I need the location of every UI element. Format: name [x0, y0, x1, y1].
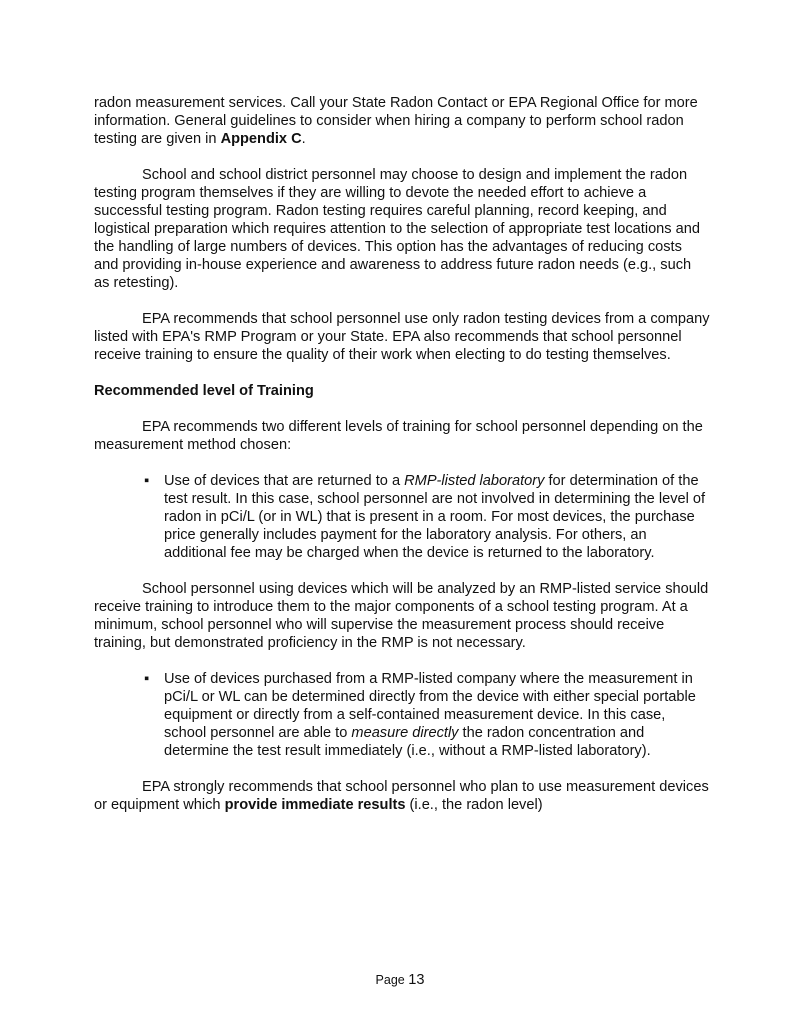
- paragraph-emphasis: provide immediate results: [224, 797, 406, 813]
- paragraph-text: EPA strongly recommends that school personnel who plan to use measurement devices or equipment which: [94, 779, 709, 813]
- list-item: [94, 670, 710, 760]
- appendix-c-reference: Appendix C: [220, 131, 302, 147]
- list-item: [94, 472, 710, 562]
- paragraph-appendix-reference: [94, 94, 710, 148]
- section-heading: Recommended level of Training: [94, 383, 314, 399]
- paragraph-text: radon measurement services. Call your State Radon Contact or EPA Regional Office for more information. General guidelines to consider when hiring a company to perform school radon testing are given in: [94, 95, 698, 147]
- page-footer: [0, 972, 800, 988]
- paragraph-text: (i.e., the radon level): [405, 797, 543, 813]
- list-item-emphasis: measure directly: [351, 725, 459, 741]
- page-number: 13: [408, 972, 425, 988]
- paragraph-immediate-results: [94, 778, 710, 814]
- list-item-text: Use of devices that are returned to a: [164, 473, 405, 489]
- list-item-text: the radon concentration and determine the test result immediately (i.e., without a RMP-listed laboratory).: [164, 725, 651, 759]
- paragraph-rmp-recommendation: EPA recommends that school personnel use only radon testing devices from a company listed with EPA's RMP Program or your State. EPA also recommends that school personnel receive training to ensure the quality of their work when electing to do testing themselves.: [94, 311, 710, 363]
- page-body: [94, 94, 710, 832]
- paragraph-rmp-service-training: School personnel using devices which will be analyzed by an RMP-listed service should receive training to introduce them to the major components of a school testing program. At a minimum, school personnel who will supervise the measurement process should receive training, but demonstrated proficiency in the RMP is not necessary.: [94, 581, 709, 651]
- paragraph-training-levels: EPA recommends two different levels of training for school personnel depending on the measurement method chosen:: [94, 419, 703, 453]
- list-item-text: for determination of the test result. In this case, school personnel are not involved in determining the level of radon in pCi/L (or in WL) that is present in a room. For most devices, the purchase price generally includes payment for the laboratory analysis. For others, an additional fee may be charged when the device is returned to the laboratory.: [164, 473, 706, 561]
- bullet-icon: ▪: [144, 671, 150, 687]
- bullet-icon: ▪: [144, 473, 150, 489]
- bullet-list-laboratory: [94, 472, 710, 562]
- list-item-text: Use of devices purchased from a RMP-listed company where the measurement in pCi/L or WL can be determined directly from the device with either special portable equipment or directly from a self-contained measurement device. In this case, school personnel are able to: [164, 671, 696, 741]
- list-item-emphasis: RMP-listed laboratory: [404, 473, 545, 489]
- page-label: Page: [375, 973, 405, 987]
- bullet-list-direct-measurement: [94, 670, 710, 760]
- paragraph-in-house-testing: School and school district personnel may choose to design and implement the radon testing program themselves if they are willing to devote the needed effort to achieve a successful testing program. Radon testing requires careful planning, record keeping, and logistical preparation which requires attention to the selection of appropriate test locations and the handling of large numbers of devices. This option has the advantages of reducing costs and providing in-house experience and awareness to address future radon needs (e.g., such as retesting).: [94, 167, 701, 291]
- paragraph-text: .: [301, 131, 306, 147]
